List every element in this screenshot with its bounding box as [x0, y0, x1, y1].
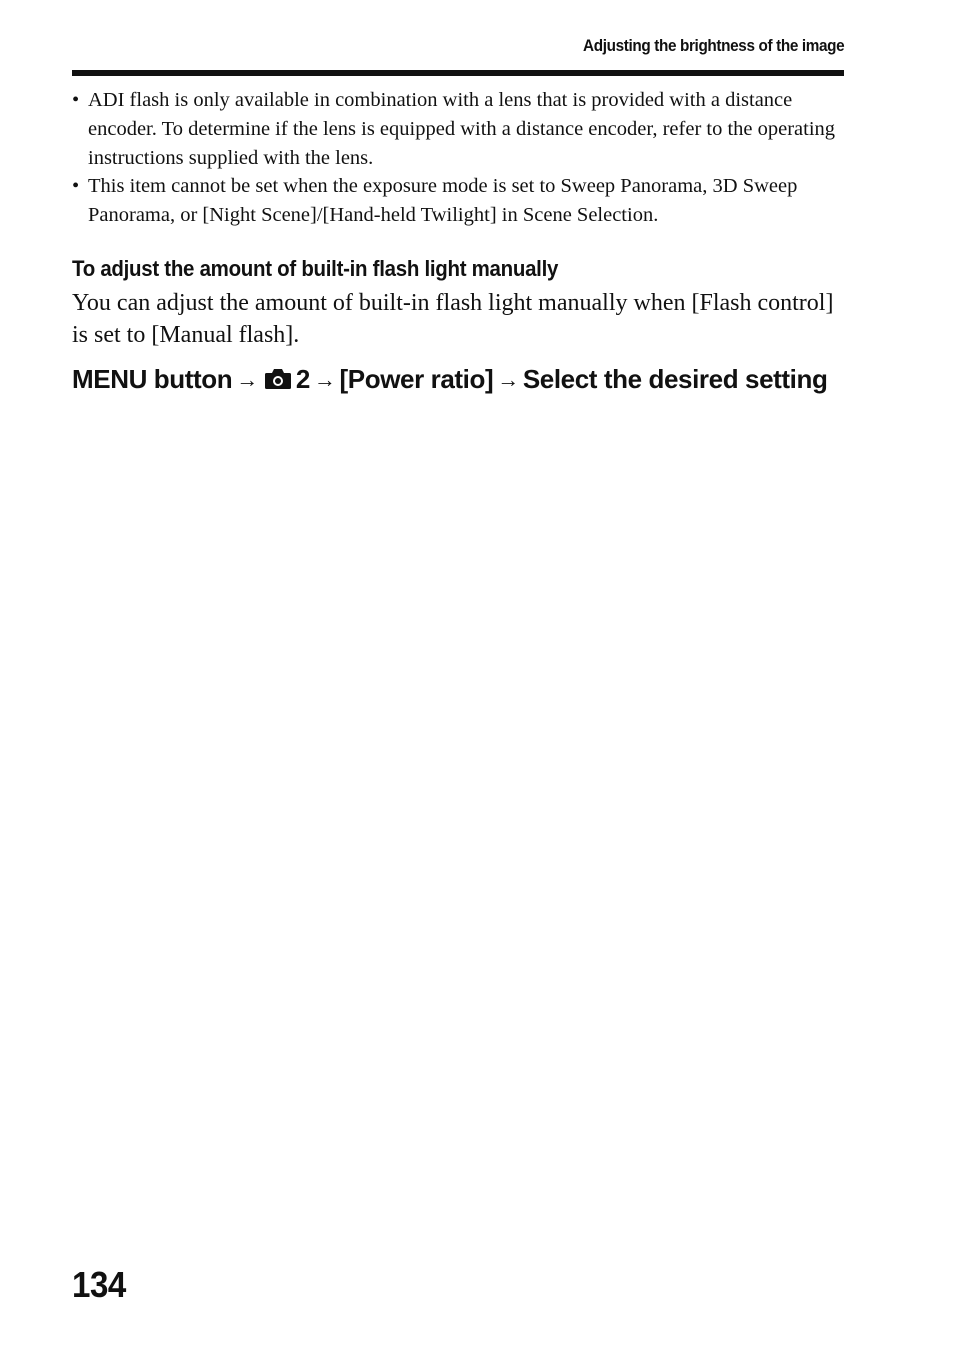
bullet: •: [72, 89, 80, 111]
menu-tab-number: 2: [295, 364, 310, 394]
page-number: 134: [72, 1264, 126, 1305]
menu-step-menu-button: MENU button: [72, 364, 233, 394]
note-item: [72, 172, 844, 230]
header-rule: [72, 70, 844, 76]
menu-step-power-ratio: [Power ratio]: [339, 364, 494, 394]
arrow-icon: →: [313, 367, 336, 392]
note-item: [72, 86, 844, 172]
running-head: Adjusting the brightness of the image: [582, 36, 844, 55]
arrow-icon: →: [236, 367, 258, 392]
section-heading: To adjust the amount of built-in flash light manually: [72, 256, 559, 281]
note-text: ADI flash is only available in combination with a lens that is provided with a distance encoder. To determine if the lens is equipped with a distance encoder, refer to the operating instructions supplied with the lens.: [88, 89, 836, 169]
notes-list: [72, 86, 844, 230]
menu-path: [72, 362, 832, 397]
menu-step-select-setting: Select the desired setting: [522, 364, 828, 394]
arrow-icon: →: [497, 367, 519, 392]
camera-icon: [264, 368, 292, 390]
note-text: This item cannot be set when the exposure mode is set to Sweep Panorama, 3D Sweep Panorama, or [Night Scene]/[Hand-held Twilight] in Scene Selection.: [88, 175, 798, 227]
section-body: You can adjust the amount of built-in flash light manually when [Flash control] is set to [Manual flash].: [72, 290, 834, 348]
bullet: •: [72, 175, 80, 198]
